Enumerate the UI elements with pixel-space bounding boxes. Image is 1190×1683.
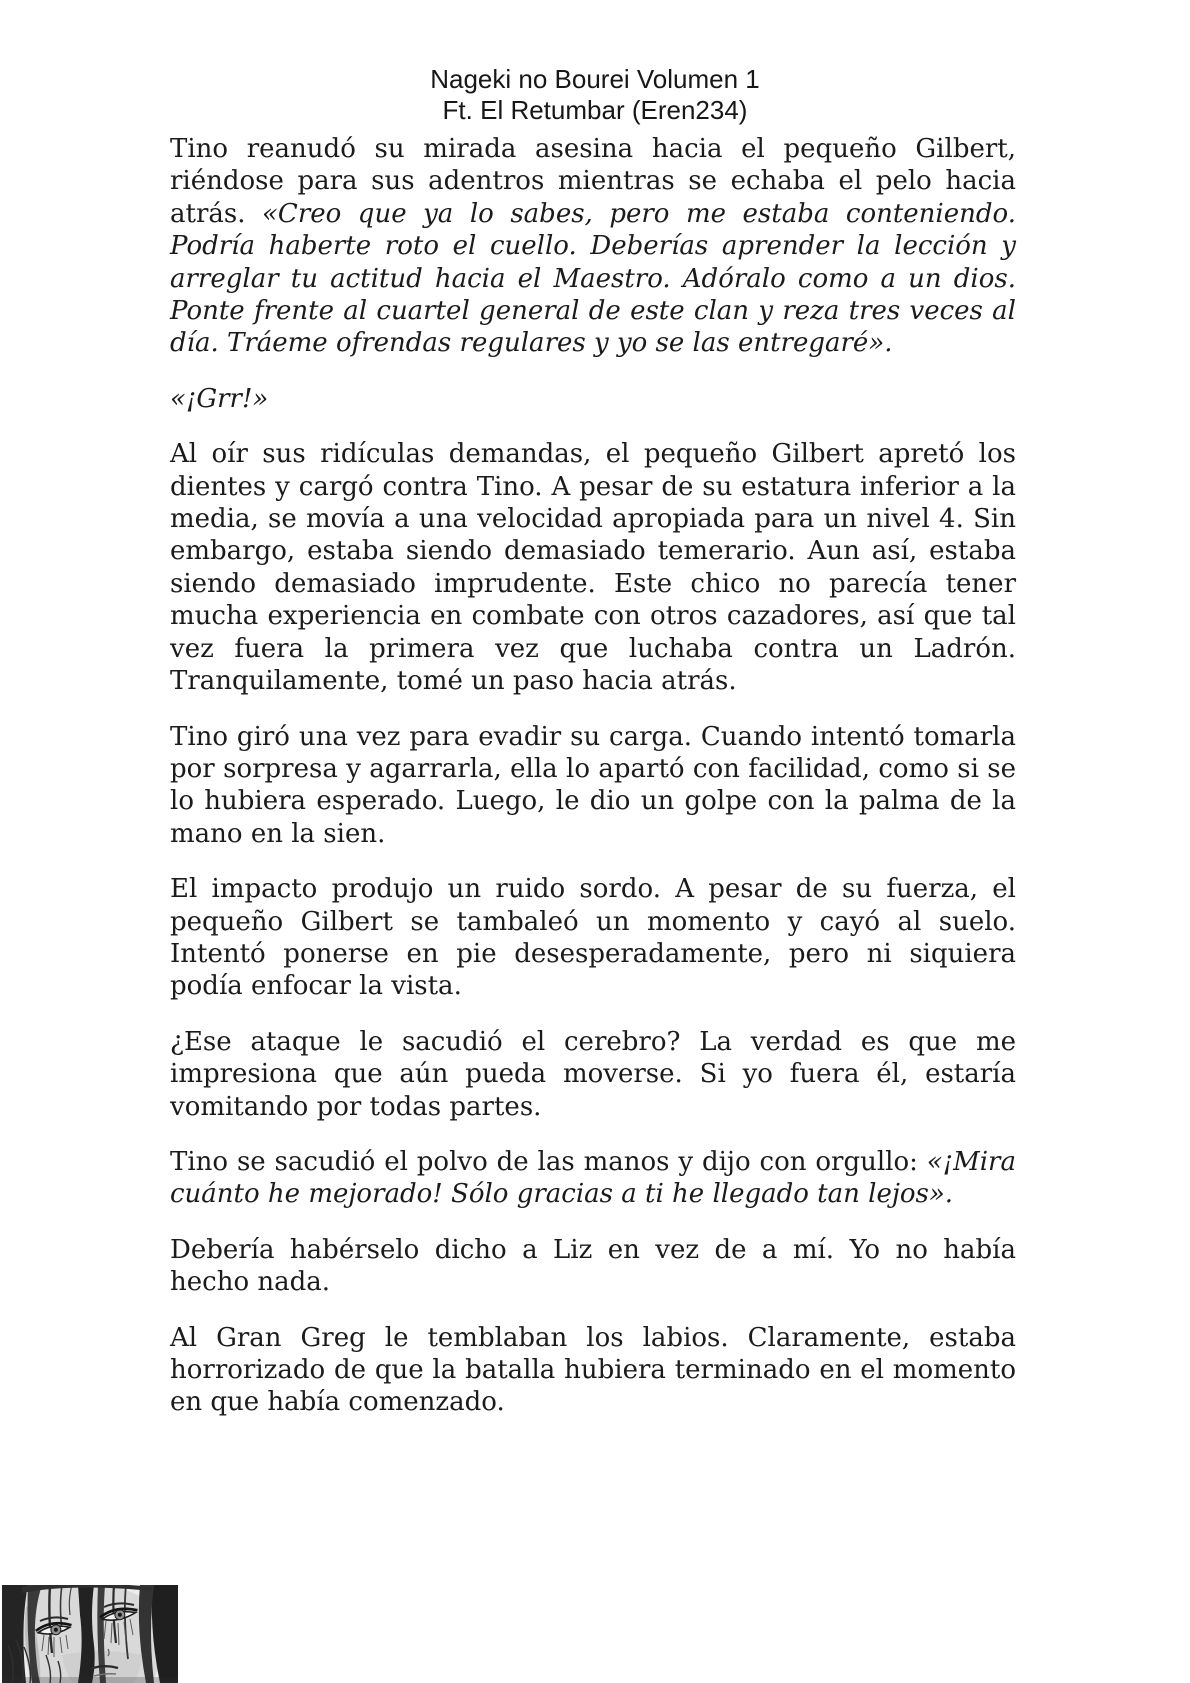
narration: ¿Ese ataque le sacudió el cerebro? La verdad es que me impresiona que aún pueda moverse. Si yo fuera él, estaría vomitando por todas partes. [170, 1026, 1016, 1122]
narration: Al Gran Greg le temblaban los labios. Claramente, estaba horrorizado de que la batalla hubiera terminado en el momento en que había comenzado. [170, 1322, 1016, 1418]
narration: El impacto produjo un ruido sordo. A pesar de su fuerza, el pequeño Gilbert se tambaleó un momento y cayó al suelo. Intentó ponerse en pie desesperadamente, pero ni siquiera podía enfocar la vista. [170, 874, 1016, 1002]
title-line-2: Ft. El Retumbar (Eren234) [442, 95, 748, 125]
paragraph [170, 873, 1016, 1003]
paragraph [170, 438, 1016, 697]
document-title [0, 0, 1190, 126]
paragraph [170, 1234, 1016, 1299]
paragraph [170, 1026, 1016, 1123]
paragraph [170, 1322, 1016, 1419]
narration: Tino se sacudió el polvo de las manos y dijo con orgullo: [170, 1146, 927, 1177]
quoted-speech: «¡Mira cuánto he mejorado! Sólo gracias a ti he llegado tan lejos». [170, 1146, 1016, 1210]
paragraph [170, 383, 1016, 415]
narration: Tino reanudó su mirada asesina hacia el pequeño Gilbert, riéndose para sus adentros mientras se echaba el pelo hacia atrás. [170, 134, 1016, 229]
paragraph [170, 133, 1016, 360]
narration: Debería habérselo dicho a Liz en vez de a mí. Yo no había hecho nada. [170, 1234, 1016, 1298]
quoted-speech: «Creo que ya lo sabes, pero me estaba conteniendo. Podría haberte roto el cuello. Deberías aprender la lección y arreglar tu actitud hacia el Maestro. Adóralo como a un dios. Ponte frente al cuartel general de este clan y reza tres veces al día. Tráeme ofrendas regulares y yo se las entregaré». [170, 198, 1016, 359]
body-text [170, 133, 1016, 1419]
narration: Al oír sus ridículas demandas, el pequeño Gilbert apretó los dientes y cargó contra Tino. A pesar de su estatura inferior a la media, se movía a una velocidad apropiada para un nivel 4. Sin embargo, estaba siendo demasiado temerario. Aun así, estaba siendo demasiado imprudente. Este chico no parecía tener mucha experiencia en combate con otros cazadores, así que tal vez fuera la primera vez que luchaba contra un Ladrón. Tranquilamente, tomé un paso hacia atrás. [170, 439, 1016, 697]
manga-face-image [2, 1585, 178, 1683]
paragraph [170, 721, 1016, 851]
narration: Tino giró una vez para evadir su carga. Cuando intentó tomarla por sorpresa y agarrarla, ella lo apartó con facilidad, como si se lo hubiera esperado. Luego, le dio un golpe con la palma de la mano en la sien. [170, 721, 1016, 849]
paragraph [170, 1146, 1016, 1211]
quoted-speech: «¡Grr!» [170, 383, 269, 414]
title-line-1: Nageki no Bourei Volumen 1 [430, 64, 760, 94]
